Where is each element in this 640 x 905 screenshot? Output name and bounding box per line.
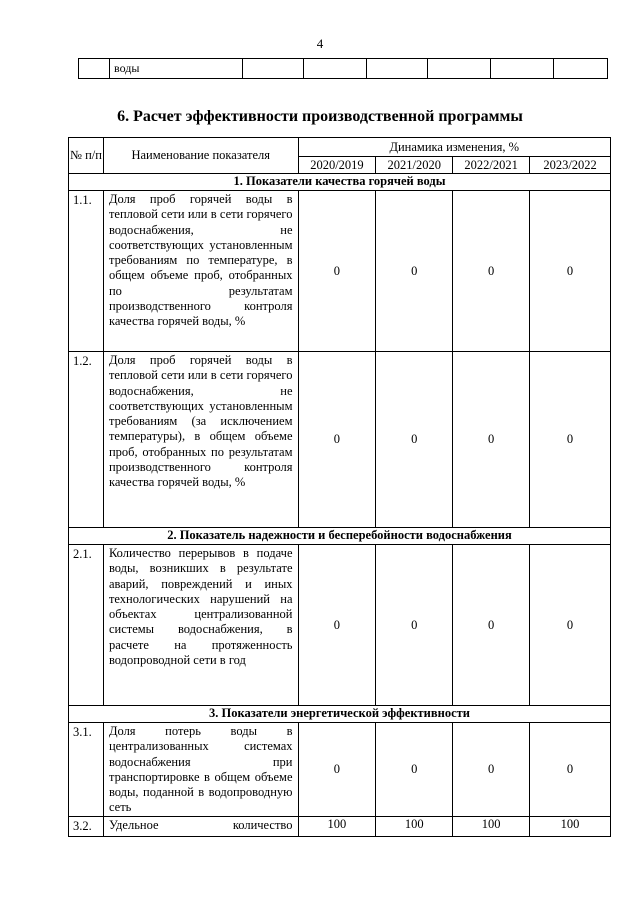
continued-table-fragment xyxy=(78,58,608,79)
row-value: 100 xyxy=(298,817,376,837)
row-name: Доля потерь воды в централизованных системах водоснабжения при транспортировке в общем объеме воды, поданной в водопроводную сеть xyxy=(103,723,298,817)
fragment-cell xyxy=(304,59,367,79)
table-row xyxy=(69,191,611,352)
row-number: 3.2. xyxy=(69,817,104,837)
group-title: 1. Показатели качества горячей воды xyxy=(69,174,611,191)
group-title: 3. Показатели энергетической эффективности xyxy=(69,706,611,723)
row-value: 0 xyxy=(530,352,611,528)
row-value: 0 xyxy=(530,723,611,817)
page-number: 4 xyxy=(316,36,324,51)
row-value: 100 xyxy=(376,817,453,837)
row-value: 0 xyxy=(376,191,453,352)
fragment-cell xyxy=(367,59,428,79)
row-value: 0 xyxy=(453,723,530,817)
fragment-cell xyxy=(428,59,491,79)
row-value: 0 xyxy=(376,723,453,817)
table-row xyxy=(69,352,611,528)
row-value: 0 xyxy=(298,191,376,352)
section-title: 6. Расчет эффективности производственной программы xyxy=(117,108,523,125)
fragment-cell xyxy=(491,59,554,79)
row-number: 3.1. xyxy=(69,723,104,817)
row-number: 2.1. xyxy=(69,545,104,706)
fragment-cell xyxy=(554,59,608,79)
header-dynamics: Динамика изменения, % xyxy=(298,138,611,157)
efficiency-table xyxy=(68,137,611,837)
row-value: 0 xyxy=(453,545,530,706)
table-row xyxy=(69,817,611,837)
row-name: Количество перерывов в подаче воды, возникших в результате аварий, повреждений и иных технологических нарушений на объектах централизованной системы водоснабжения, в расчете на протяженность водопроводной сети в год xyxy=(103,545,298,706)
row-value: 0 xyxy=(298,723,376,817)
header-no: № п/п xyxy=(69,138,104,174)
row-value: 0 xyxy=(453,352,530,528)
row-value: 0 xyxy=(453,191,530,352)
table-row xyxy=(69,545,611,706)
row-value: 100 xyxy=(530,817,611,837)
row-value: 0 xyxy=(298,352,376,528)
row-value: 0 xyxy=(376,545,453,706)
header-name: Наименование показателя xyxy=(103,138,298,174)
row-value: 0 xyxy=(530,191,611,352)
row-name: Доля проб горячей воды в тепловой сети или в сети горячего водоснабжения, не соответствующих установленным требованиям по температуре, в общем объеме проб, отобранных по результатам производственного контроля качества горячей воды, % xyxy=(103,191,298,352)
row-name: Удельное количество xyxy=(103,817,298,837)
row-value: 0 xyxy=(298,545,376,706)
row-value: 0 xyxy=(530,545,611,706)
fragment-cell xyxy=(79,59,110,79)
row-name: Доля проб горячей воды в тепловой сети или в сети горячего водоснабжения, не соответствующих установленным требованиям (за исключением температуры), в общем объеме проб, отобранных по результатам производственного контроля качества горячей воды, % xyxy=(103,352,298,528)
table-row xyxy=(69,723,611,817)
group-title: 2. Показатель надежности и бесперебойности водоснабжения xyxy=(69,528,611,545)
row-number: 1.1. xyxy=(69,191,104,352)
fragment-text-cell: воды xyxy=(110,59,243,79)
header-year: 2021/2020 xyxy=(376,157,453,174)
row-value: 100 xyxy=(453,817,530,837)
header-year: 2023/2022 xyxy=(530,157,611,174)
header-year: 2020/2019 xyxy=(298,157,376,174)
fragment-cell xyxy=(243,59,304,79)
header-year: 2022/2021 xyxy=(453,157,530,174)
row-number: 1.2. xyxy=(69,352,104,528)
row-value: 0 xyxy=(376,352,453,528)
